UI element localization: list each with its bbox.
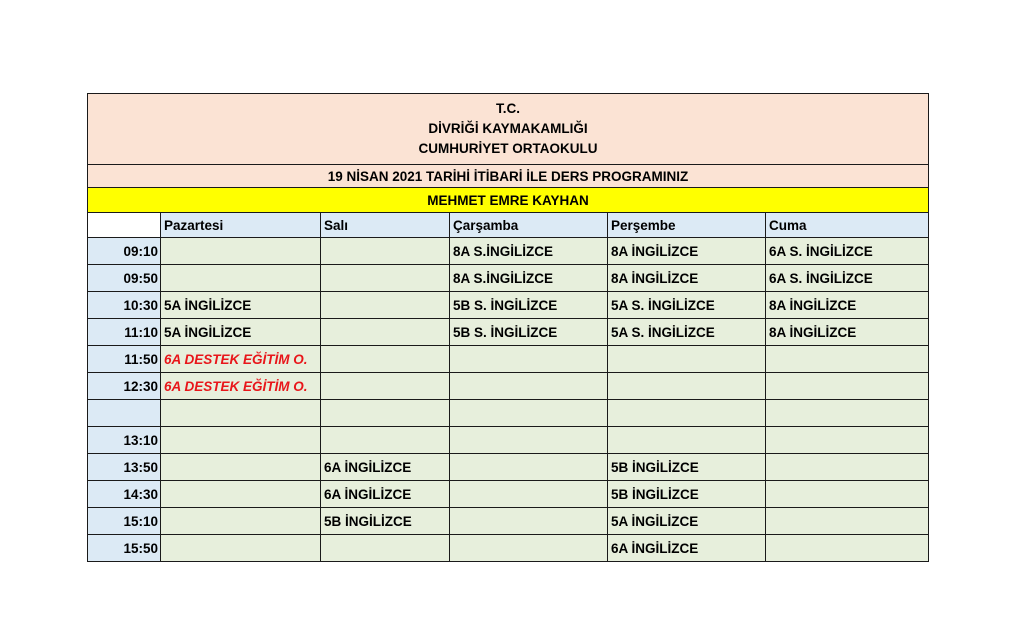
lesson-cell — [450, 508, 608, 535]
lesson-cell: 8A İNGİLİZCE — [766, 292, 929, 319]
lesson-cell: 8A S.İNGİLİZCE — [450, 238, 608, 265]
day-header-thursday: Perşembe — [608, 213, 766, 238]
lesson-cell — [450, 346, 608, 373]
day-header-tuesday: Salı — [321, 213, 450, 238]
lesson-cell — [608, 400, 766, 427]
lesson-cell — [450, 400, 608, 427]
lesson-cell: 5A İNGİLİZCE — [161, 292, 321, 319]
day-header-row — [88, 213, 929, 238]
header-line-district: DİVRİĞİ KAYMAKAMLIĞI — [428, 121, 588, 136]
lesson-cell — [161, 454, 321, 481]
time-slot-cell: 15:10 — [88, 508, 161, 535]
day-header-friday: Cuma — [766, 213, 929, 238]
schedule-row — [88, 400, 929, 427]
school-header-row — [88, 94, 929, 165]
lesson-cell — [321, 427, 450, 454]
lesson-cell: 8A S.İNGİLİZCE — [450, 265, 608, 292]
lesson-cell — [766, 373, 929, 400]
time-slot-cell: 11:50 — [88, 346, 161, 373]
lesson-cell — [450, 454, 608, 481]
lesson-cell: 6A İNGİLİZCE — [608, 535, 766, 562]
lesson-cell: 5B İNGİLİZCE — [321, 508, 450, 535]
lesson-cell — [161, 481, 321, 508]
lesson-cell: 8A İNGİLİZCE — [608, 238, 766, 265]
lesson-cell: 5B İNGİLİZCE — [608, 454, 766, 481]
lesson-cell — [161, 265, 321, 292]
lesson-cell — [766, 346, 929, 373]
schedule-row — [88, 346, 929, 373]
lesson-cell — [321, 238, 450, 265]
time-slot-cell: 13:50 — [88, 454, 161, 481]
lesson-cell — [766, 427, 929, 454]
time-slot-cell: 11:10 — [88, 319, 161, 346]
lesson-cell: 5B S. İNGİLİZCE — [450, 292, 608, 319]
lesson-cell: 5A S. İNGİLİZCE — [608, 319, 766, 346]
date-title: 19 NİSAN 2021 TARİHİ İTİBARİ İLE DERS PROGRAMINIZ — [88, 165, 929, 188]
time-slot-cell: 13:10 — [88, 427, 161, 454]
school-header — [88, 94, 929, 165]
lesson-cell — [321, 400, 450, 427]
schedule-row — [88, 292, 929, 319]
lesson-cell: 6A S. İNGİLİZCE — [766, 238, 929, 265]
time-slot-cell: 09:10 — [88, 238, 161, 265]
lesson-cell — [608, 427, 766, 454]
schedule-row — [88, 373, 929, 400]
teacher-name: MEHMET EMRE KAYHAN — [88, 188, 929, 213]
schedule-row — [88, 319, 929, 346]
lesson-cell — [161, 238, 321, 265]
lesson-cell — [766, 481, 929, 508]
lesson-cell — [766, 400, 929, 427]
lesson-cell: 6A İNGİLİZCE — [321, 454, 450, 481]
time-slot-cell — [88, 400, 161, 427]
lesson-cell: 5A S. İNGİLİZCE — [608, 292, 766, 319]
lesson-cell — [450, 373, 608, 400]
lesson-cell — [161, 400, 321, 427]
schedule-row — [88, 454, 929, 481]
lesson-cell — [450, 535, 608, 562]
lesson-cell — [161, 535, 321, 562]
day-header-monday: Pazartesi — [161, 213, 321, 238]
teacher-name-row — [88, 188, 929, 213]
time-slot-cell: 12:30 — [88, 373, 161, 400]
time-slot-cell: 09:50 — [88, 265, 161, 292]
schedule-row — [88, 535, 929, 562]
lesson-cell: 5B S. İNGİLİZCE — [450, 319, 608, 346]
schedule-row — [88, 508, 929, 535]
lesson-cell — [321, 346, 450, 373]
lesson-cell — [608, 373, 766, 400]
lesson-cell — [450, 481, 608, 508]
lesson-cell: 8A İNGİLİZCE — [766, 319, 929, 346]
lesson-cell — [321, 265, 450, 292]
lesson-cell: 5A İNGİLİZCE — [608, 508, 766, 535]
lesson-cell: 6A DESTEK EĞİTİM O. — [161, 373, 321, 400]
lesson-cell — [766, 454, 929, 481]
lesson-cell — [321, 535, 450, 562]
date-title-row — [88, 165, 929, 188]
timetable — [87, 93, 929, 562]
day-header-wednesday: Çarşamba — [450, 213, 608, 238]
schedule-row — [88, 238, 929, 265]
lesson-cell — [321, 373, 450, 400]
lesson-cell — [161, 427, 321, 454]
header-line-school: CUMHURİYET ORTAOKULU — [418, 141, 598, 156]
time-slot-cell: 15:50 — [88, 535, 161, 562]
schedule-row — [88, 265, 929, 292]
lesson-cell: 8A İNGİLİZCE — [608, 265, 766, 292]
time-slot-cell: 10:30 — [88, 292, 161, 319]
schedule-row — [88, 481, 929, 508]
lesson-cell — [321, 292, 450, 319]
time-slot-cell: 14:30 — [88, 481, 161, 508]
lesson-cell — [450, 427, 608, 454]
lesson-cell — [766, 508, 929, 535]
lesson-cell: 6A İNGİLİZCE — [321, 481, 450, 508]
lesson-cell: 6A S. İNGİLİZCE — [766, 265, 929, 292]
lesson-cell — [161, 508, 321, 535]
lesson-cell — [766, 535, 929, 562]
lesson-cell: 5B İNGİLİZCE — [608, 481, 766, 508]
lesson-cell: 6A DESTEK EĞİTİM O. — [161, 346, 321, 373]
lesson-cell — [608, 346, 766, 373]
header-line-tc: T.C. — [495, 101, 520, 116]
lesson-cell — [321, 319, 450, 346]
lesson-cell: 5A İNGİLİZCE — [161, 319, 321, 346]
schedule-row — [88, 427, 929, 454]
corner-cell — [88, 213, 161, 238]
